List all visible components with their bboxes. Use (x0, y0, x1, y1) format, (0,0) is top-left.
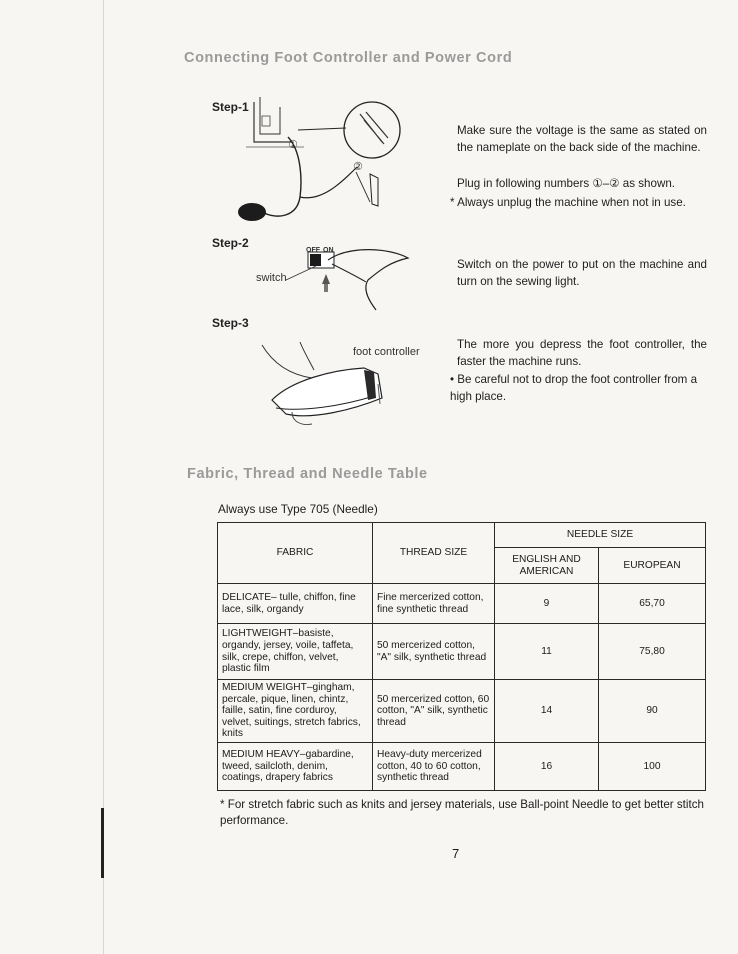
step-1-instruction: Make sure the voltage is the same as stated on the nameplate on the back side of the machine. (457, 124, 707, 154)
table-row (218, 680, 706, 743)
binding-mark (101, 808, 104, 878)
power-cord-illustration (232, 92, 412, 232)
fabric-thread-needle-table (217, 522, 706, 791)
header-needle-size: NEEDLE SIZE (495, 523, 706, 548)
section-title-connecting: Connecting Foot Controller and Power Cord (184, 50, 513, 66)
thread-cell: Fine mercerized cotton, fine synthetic thread (373, 584, 495, 624)
english-size-cell: 14 (495, 680, 599, 743)
step-2-instruction: Switch on the power to put on the machine and turn on the sewing light. (457, 258, 707, 288)
page-number: 7 (452, 846, 460, 861)
needle-type-intro: Always use Type 705 (Needle) (218, 502, 378, 516)
step-1-unplug-note: * Always unplug the machine when not in use. (450, 196, 686, 209)
fabric-cell: LIGHTWEIGHT–basiste, organdy, jersey, voile, taffeta, silk, crepe, chiffon, velvet, plastic film (218, 624, 373, 680)
power-switch-illustration (280, 240, 420, 315)
table-row (218, 624, 706, 680)
table-row (218, 584, 706, 624)
fabric-cell: MEDIUM WEIGHT–gingham, percale, pique, linen, chintz, faille, satin, fine corduroy, velvet, suitings, stretch fabrics, knits (218, 680, 373, 743)
stretch-fabric-footnote: * For stretch fabric such as knits and jersey materials, use Ball-point Needle to get better stitch performance. (220, 798, 704, 827)
thread-cell: 50 mercerized cotton, 60 cotton, "A" silk, synthetic thread (373, 680, 495, 743)
european-size-cell: 100 (599, 743, 706, 791)
switch-off-label: OFF (306, 247, 320, 254)
step-3-caution-note: • Be careful not to drop the foot controller from a high place. (450, 373, 698, 403)
foot-controller-callout: foot controller (353, 346, 420, 358)
english-size-cell: 11 (495, 624, 599, 680)
fabric-cell: DELICATE– tulle, chiffon, fine lace, silk, organdy (218, 584, 373, 624)
section-title-table: Fabric, Thread and Needle Table (187, 466, 428, 482)
table-row (218, 743, 706, 791)
thread-cell: Heavy-duty mercerized cotton, 40 to 60 cotton, synthetic thread (373, 743, 495, 791)
european-size-cell: 90 (599, 680, 706, 743)
header-european: EUROPEAN (599, 548, 706, 584)
callout-number-1: ① (288, 139, 298, 151)
header-thread-size: THREAD SIZE (373, 523, 495, 584)
thread-cell: 50 mercerized cotton, "A" silk, synthetic thread (373, 624, 495, 680)
step-3-instruction: The more you depress the foot controller, the faster the machine runs. (457, 338, 707, 368)
step-2-label: Step-2 (212, 236, 249, 250)
european-size-cell: 75,80 (599, 624, 706, 680)
step-3-label: Step-3 (212, 316, 249, 330)
english-size-cell: 16 (495, 743, 599, 791)
fabric-cell: MEDIUM HEAVY–gabardine, tweed, sailcloth, denim, coatings, drapery fabrics (218, 743, 373, 791)
english-size-cell: 9 (495, 584, 599, 624)
step-1-plug-instruction: Plug in following numbers ①–② as shown. (457, 177, 675, 190)
header-english-american: ENGLISH AND AMERICAN (495, 548, 599, 584)
switch-on-label: ON (323, 247, 334, 254)
switch-callout: switch (256, 272, 287, 284)
european-size-cell: 65,70 (599, 584, 706, 624)
callout-number-2: ② (353, 161, 363, 173)
step-1-label: Step-1 (212, 100, 249, 114)
header-fabric: FABRIC (218, 523, 373, 584)
